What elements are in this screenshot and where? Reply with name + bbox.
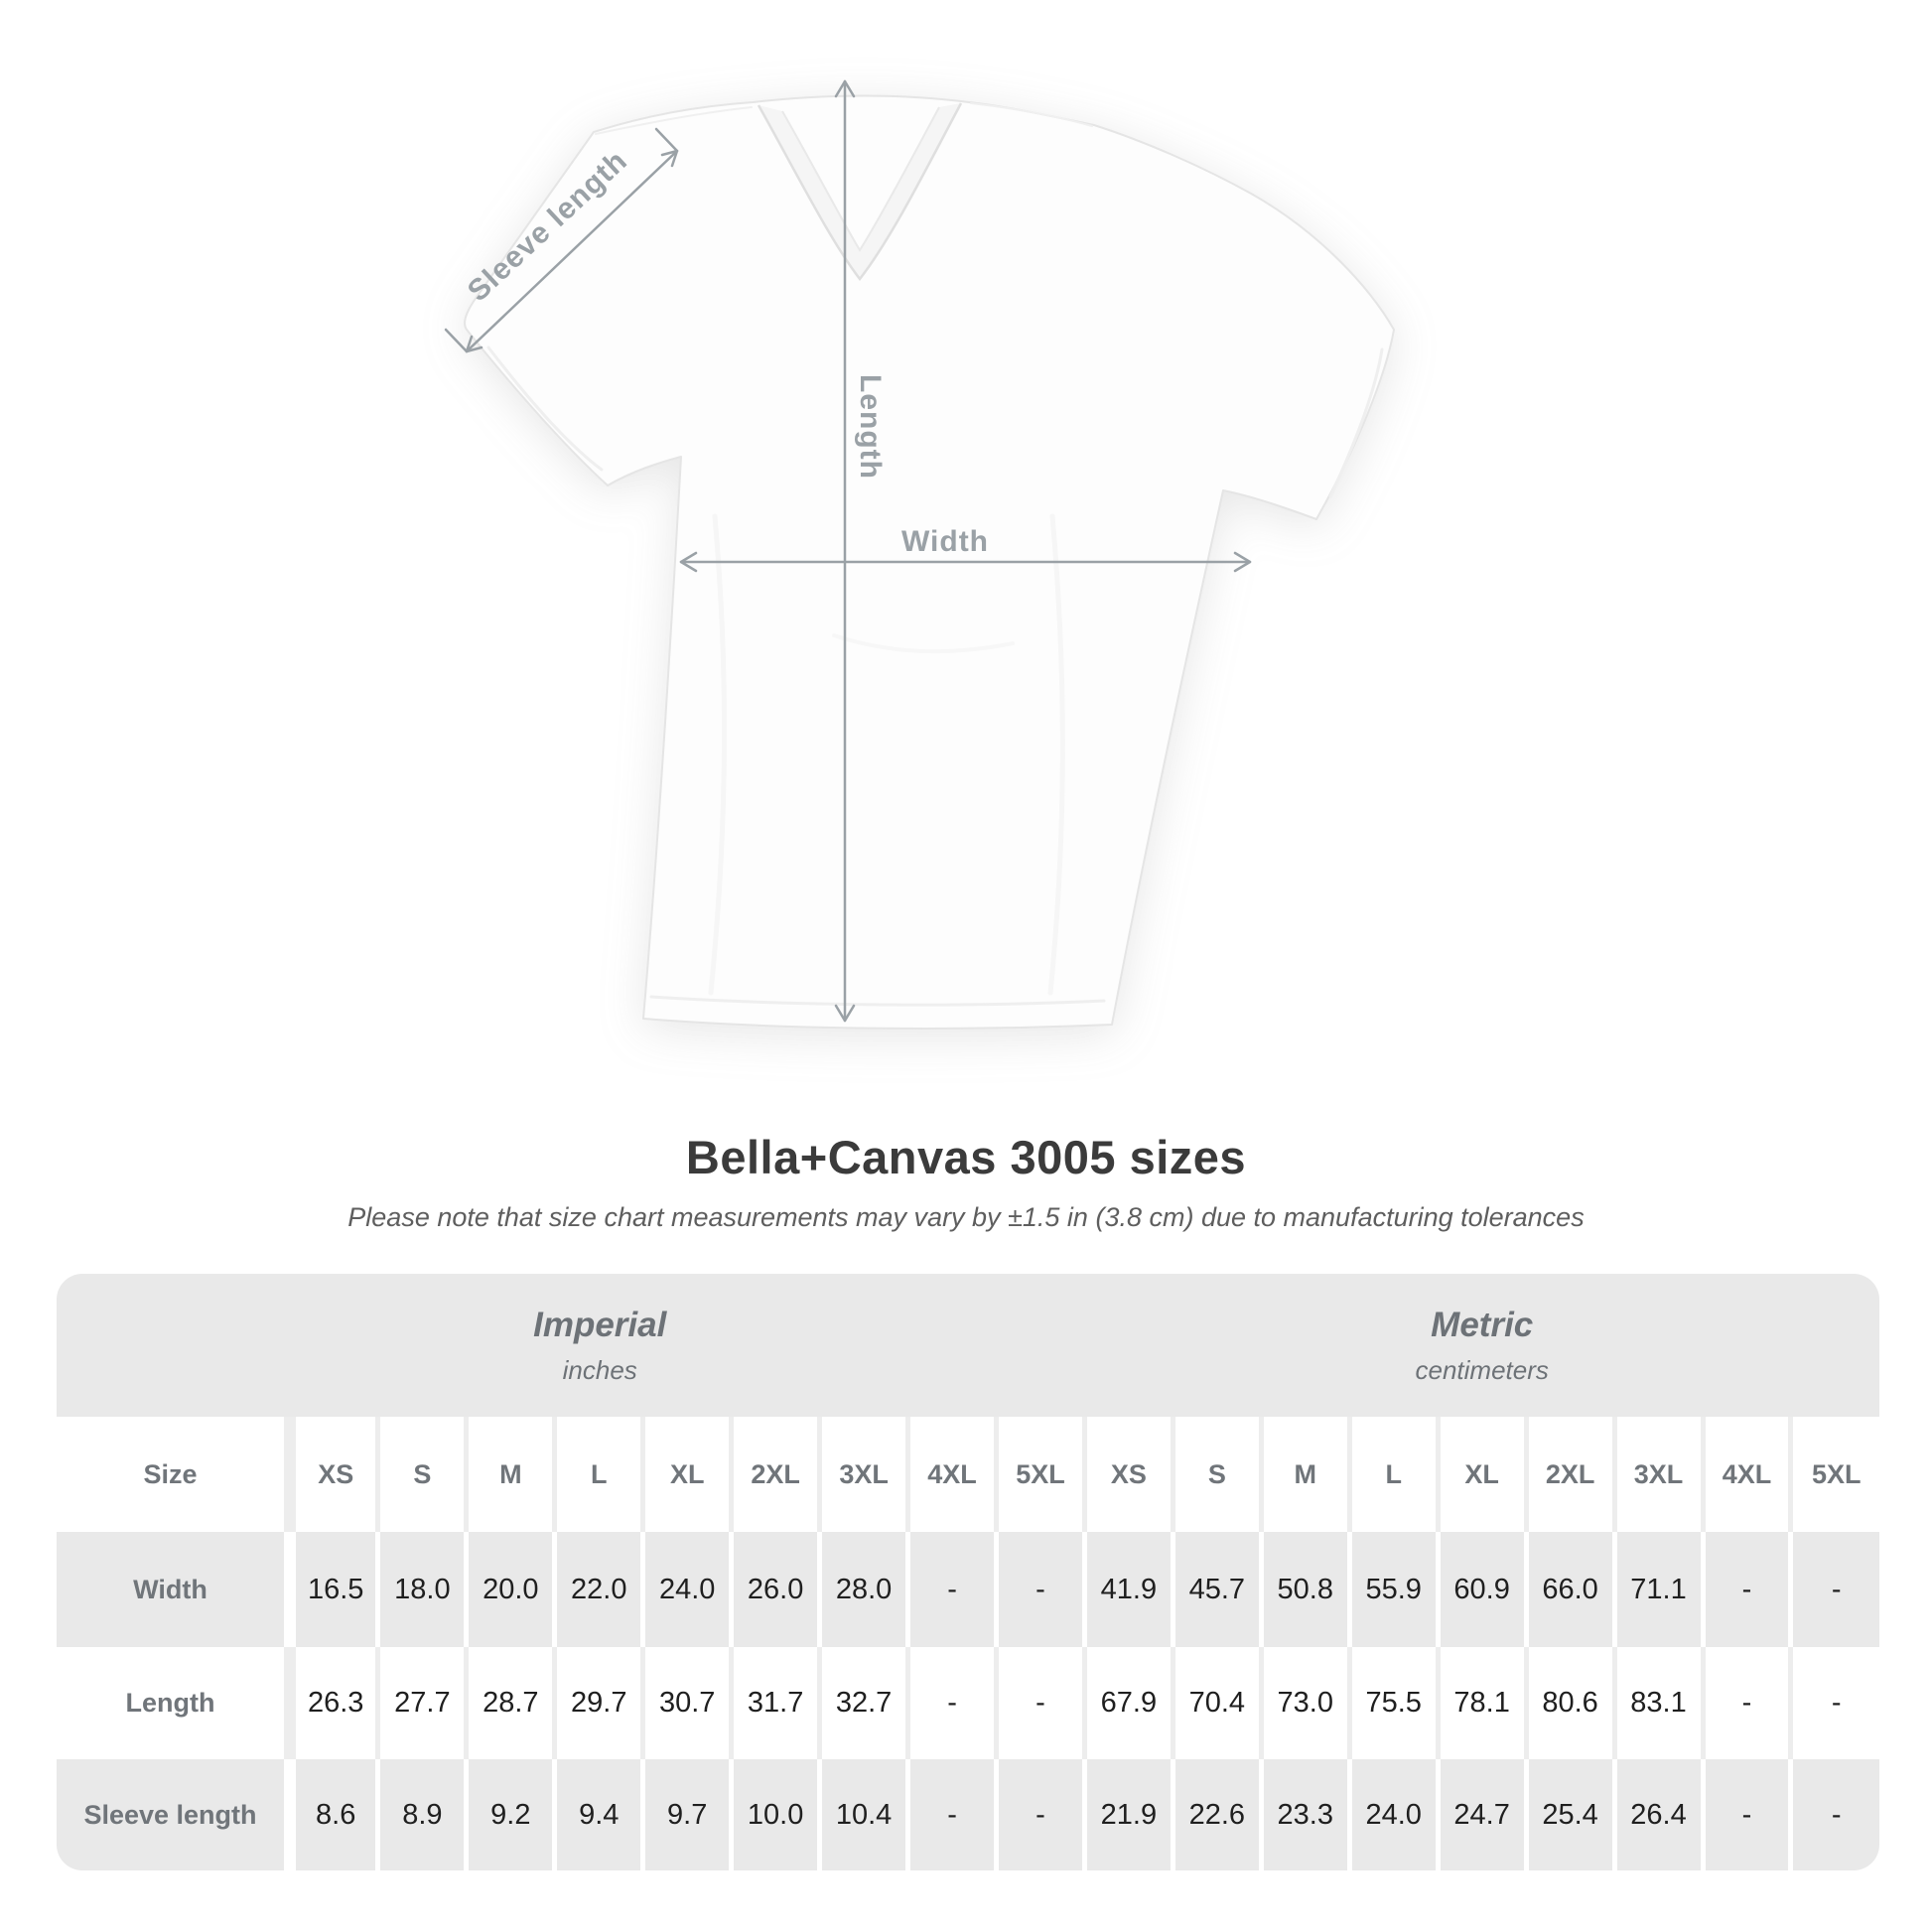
value-cell: 28.0	[820, 1532, 908, 1647]
value-cell: 9.7	[643, 1759, 732, 1870]
size-cell: M	[467, 1417, 555, 1532]
size-cell: 2XL	[1526, 1417, 1614, 1532]
value-cell: 16.5	[290, 1532, 378, 1647]
value-cell: -	[997, 1647, 1085, 1759]
value-cell: 25.4	[1526, 1759, 1614, 1870]
value-cell: 75.5	[1349, 1647, 1438, 1759]
value-cell: 67.9	[1084, 1647, 1173, 1759]
value-cell: -	[1791, 1759, 1879, 1870]
value-cell: 28.7	[467, 1647, 555, 1759]
imperial-group-unit: inches	[562, 1354, 637, 1385]
value-cell: 23.3	[1261, 1759, 1349, 1870]
value-cell: -	[1791, 1647, 1879, 1759]
value-cell: 26.0	[732, 1532, 820, 1647]
value-cell: 41.9	[1084, 1532, 1173, 1647]
metric-group-title: Metric	[1431, 1305, 1534, 1344]
size-cell: XS	[1084, 1417, 1173, 1532]
value-cell: 8.9	[378, 1759, 467, 1870]
value-cell: 80.6	[1526, 1647, 1614, 1759]
value-cell: -	[1703, 1759, 1791, 1870]
value-cell: 78.1	[1438, 1647, 1526, 1759]
value-cell: 8.6	[290, 1759, 378, 1870]
value-cell: -	[908, 1647, 997, 1759]
size-cell: 2XL	[732, 1417, 820, 1532]
size-cell: XL	[1438, 1417, 1526, 1532]
value-cell: -	[1703, 1532, 1791, 1647]
size-cell: 5XL	[997, 1417, 1085, 1532]
value-cell: 55.9	[1349, 1532, 1438, 1647]
value-cell: 26.3	[290, 1647, 378, 1759]
value-cell: -	[908, 1759, 997, 1870]
value-cell: 60.9	[1438, 1532, 1526, 1647]
table-row-length	[57, 1647, 1879, 1759]
size-cell: 4XL	[908, 1417, 997, 1532]
value-cell: 26.4	[1614, 1759, 1703, 1870]
sleeve-length-label: Sleeve length	[461, 144, 634, 309]
heading-block	[0, 1130, 1932, 1233]
table-row-sleeve-length	[57, 1759, 1879, 1870]
row-label: Length	[125, 1688, 215, 1718]
value-cell: 24.7	[1438, 1759, 1526, 1870]
row-label: Width	[133, 1574, 207, 1604]
value-cell: -	[997, 1532, 1085, 1647]
size-header-row	[57, 1417, 1879, 1532]
size-cell: XL	[643, 1417, 732, 1532]
size-cell: L	[1349, 1417, 1438, 1532]
value-cell: 9.4	[555, 1759, 643, 1870]
value-cell: 21.9	[1084, 1759, 1173, 1870]
value-cell: 50.8	[1261, 1532, 1349, 1647]
value-cell: 66.0	[1526, 1532, 1614, 1647]
value-cell: 73.0	[1261, 1647, 1349, 1759]
value-cell: 24.0	[643, 1532, 732, 1647]
value-cell: 22.6	[1173, 1759, 1261, 1870]
size-cell: M	[1261, 1417, 1349, 1532]
value-cell: 31.7	[732, 1647, 820, 1759]
table-row-width	[57, 1532, 1879, 1647]
size-cell: S	[378, 1417, 467, 1532]
width-label: Width	[900, 525, 990, 558]
size-cell: L	[555, 1417, 643, 1532]
value-cell: 24.0	[1349, 1759, 1438, 1870]
size-cell: 5XL	[1791, 1417, 1879, 1532]
value-cell: 22.0	[555, 1532, 643, 1647]
row-label: Sleeve length	[83, 1799, 257, 1830]
page-title: Bella+Canvas 3005 sizes	[685, 1131, 1247, 1183]
value-cell: 27.7	[378, 1647, 467, 1759]
value-cell: 10.0	[732, 1759, 820, 1870]
value-cell: -	[1703, 1647, 1791, 1759]
value-cell: 71.1	[1614, 1532, 1703, 1647]
size-cell: 3XL	[1614, 1417, 1703, 1532]
tolerance-note: Please note that size chart measurements may vary by ±1.5 in (3.8 cm) due to manufacturing tolerances	[347, 1202, 1585, 1232]
value-cell: 10.4	[820, 1759, 908, 1870]
value-cell: 20.0	[467, 1532, 555, 1647]
value-cell: 9.2	[467, 1759, 555, 1870]
size-column-header: Size	[143, 1458, 198, 1489]
value-cell: 32.7	[820, 1647, 908, 1759]
value-cell: 45.7	[1173, 1532, 1261, 1647]
value-cell: 83.1	[1614, 1647, 1703, 1759]
metric-group-unit: centimeters	[1415, 1354, 1549, 1385]
value-cell: -	[908, 1532, 997, 1647]
imperial-group-title: Imperial	[533, 1305, 667, 1344]
size-cell: 4XL	[1703, 1417, 1791, 1532]
size-cell: XS	[290, 1417, 378, 1532]
value-cell: 18.0	[378, 1532, 467, 1647]
length-label: Length	[854, 374, 887, 480]
value-cell: -	[997, 1759, 1085, 1870]
size-cell: S	[1173, 1417, 1261, 1532]
value-cell: 30.7	[643, 1647, 732, 1759]
unit-group-header-row	[57, 1274, 1879, 1417]
metric-group-header	[1084, 1274, 1879, 1417]
value-cell: 70.4	[1173, 1647, 1261, 1759]
value-cell: -	[1791, 1532, 1879, 1647]
size-cell: 3XL	[820, 1417, 908, 1532]
imperial-group-header	[57, 1274, 1084, 1417]
value-cell: 29.7	[555, 1647, 643, 1759]
size-chart-table	[57, 1274, 1879, 1870]
